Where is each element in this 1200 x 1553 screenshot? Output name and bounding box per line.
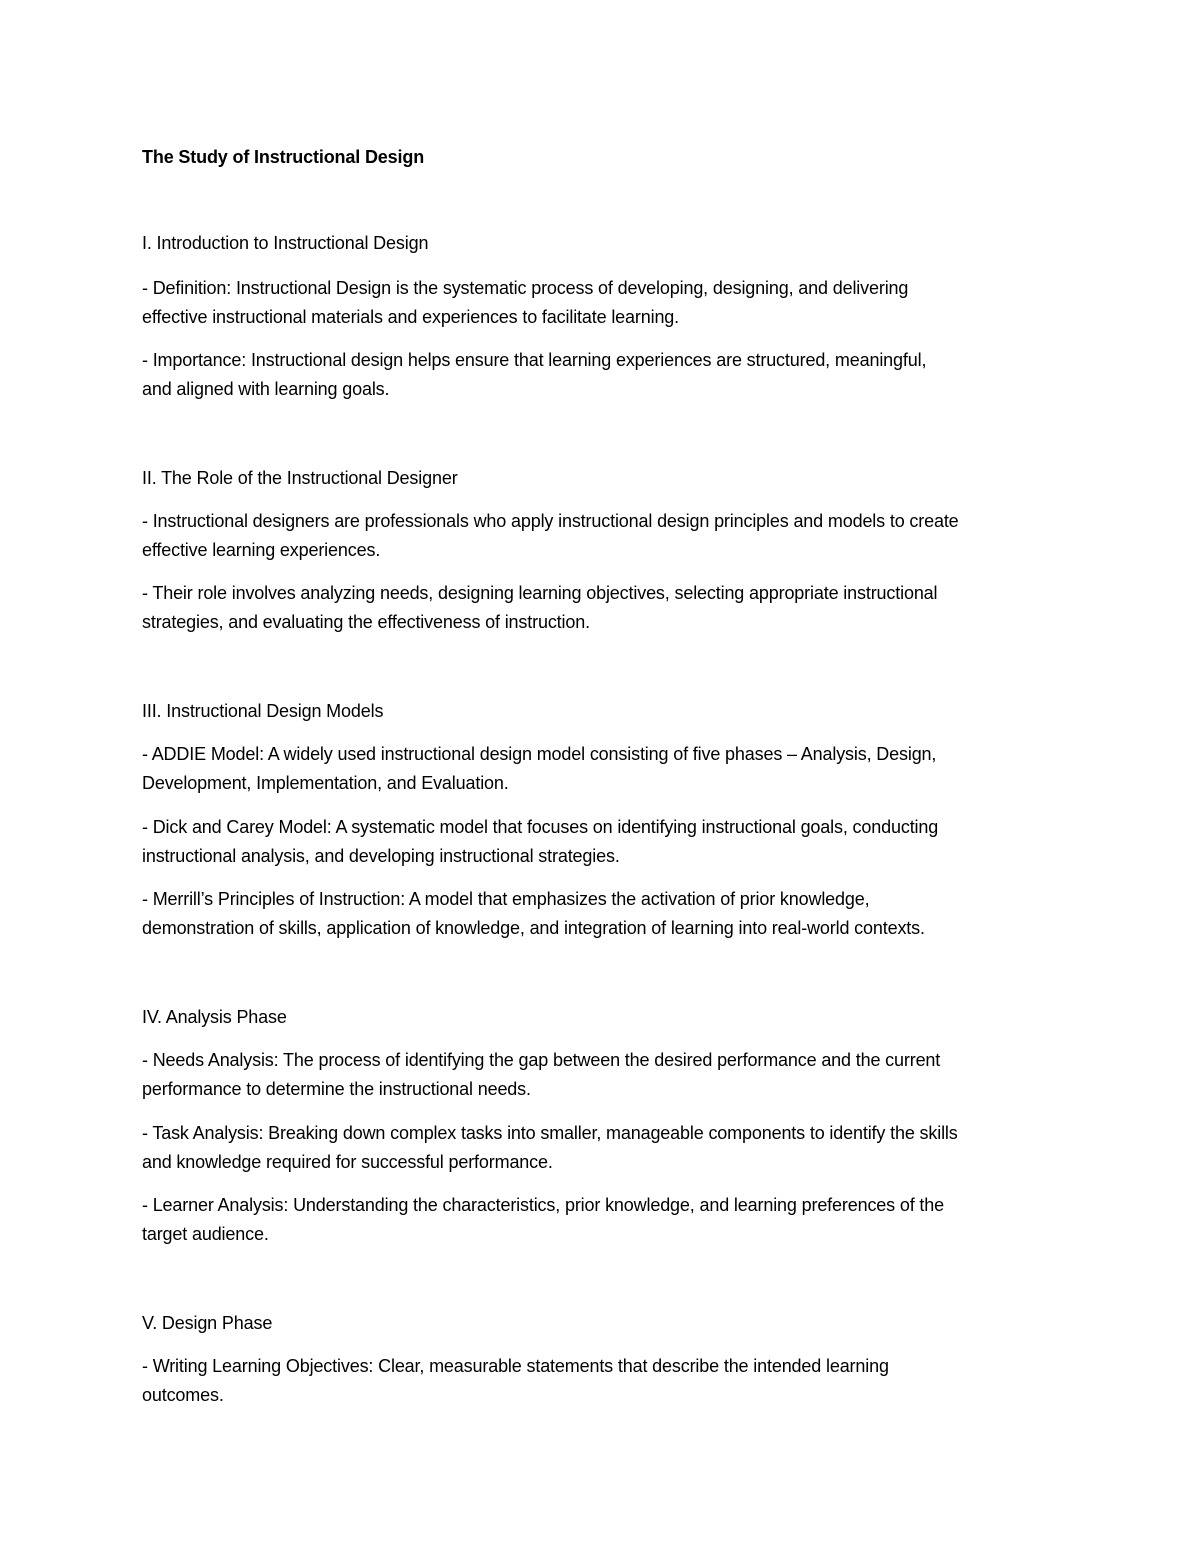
paragraph [142,274,908,332]
paragraph [142,579,937,637]
paragraph [142,507,959,565]
section-heading: III. Instructional Design Models [142,701,384,721]
text-line: and aligned with learning goals. [142,379,390,399]
text-line: - ADDIE Model: A widely used instructional design model consisting of five phases – Analysis, Design, [142,744,937,764]
text-line: outcomes. [142,1385,224,1405]
text-line: effective learning experiences. [142,540,381,560]
text-line: and knowledge required for successful performance. [142,1152,553,1172]
text-line: target audience. [142,1224,269,1244]
paragraph [142,346,926,404]
document-title: The Study of Instructional Design [142,147,425,167]
paragraph [142,885,925,943]
section-heading: II. The Role of the Instructional Designer [142,468,458,488]
paragraph [142,1119,958,1177]
text-line: - Learner Analysis: Understanding the characteristics, prior knowledge, and learning preferences of the [142,1195,945,1215]
text-line: effective instructional materials and experiences to facilitate learning. [142,307,680,327]
text-line: demonstration of skills, application of knowledge, and integration of learning into real-world contexts. [142,918,925,938]
text-line: Development, Implementation, and Evaluation. [142,773,509,793]
text-line: - Instructional designers are professionals who apply instructional design principles and models to create [142,511,959,531]
text-line: instructional analysis, and developing instructional strategies. [142,846,620,866]
text-line: - Task Analysis: Breaking down complex tasks into smaller, manageable components to identify the skills [142,1123,958,1143]
paragraph [142,1352,889,1410]
section-heading: IV. Analysis Phase [142,1007,287,1027]
section-heading: V. Design Phase [142,1313,273,1333]
text-line: - Their role involves analyzing needs, designing learning objectives, selecting appropriate instructional [142,583,938,603]
text-line: - Writing Learning Objectives: Clear, measurable statements that describe the intended learning [142,1356,889,1376]
text-line: - Merrill’s Principles of Instruction: A model that emphasizes the activation of prior knowledge, [142,889,870,909]
text-line: - Importance: Instructional design helps ensure that learning experiences are structured, meaningful, [142,350,927,370]
text-line: - Definition: Instructional Design is the systematic process of developing, designing, and delivering [142,278,909,298]
paragraph [142,1191,944,1249]
section-heading: I. Introduction to Instructional Design [142,233,429,253]
text-line: performance to determine the instructional needs. [142,1079,531,1099]
paragraph [142,1046,940,1104]
paragraph [142,740,936,798]
text-line: strategies, and evaluating the effectiveness of instruction. [142,612,590,632]
text-line: - Dick and Carey Model: A systematic model that focuses on identifying instructional goals, conducting [142,817,939,837]
paragraph [142,813,938,871]
text-line: - Needs Analysis: The process of identifying the gap between the desired performance and the current [142,1050,941,1070]
